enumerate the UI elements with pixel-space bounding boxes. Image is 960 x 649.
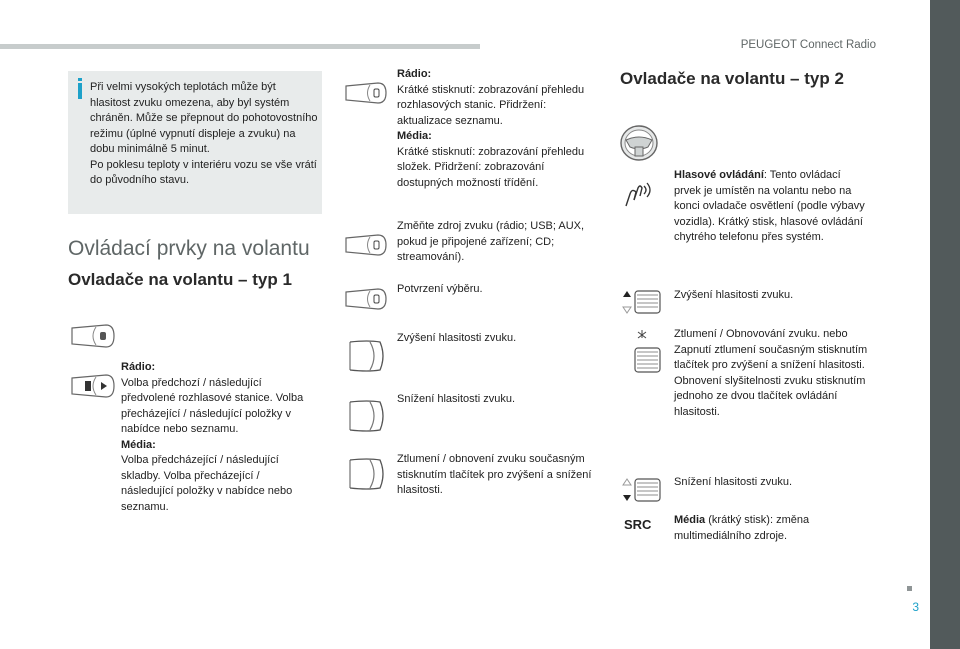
- type1-media-text: Volba předcházející / následující skladby. Volba přecházející / následující položky v nabídce nebo seznamu.: [121, 454, 293, 513]
- stalk-button-icon: [68, 372, 118, 400]
- info-note-box: [68, 71, 322, 214]
- src-button-label: SRC: [624, 517, 652, 532]
- middle-confirm-text: Potvrzení výběru.: [397, 283, 483, 295]
- middle-radio-text: Krátké stisknutí: zobrazování přehledu rozhlasových stanic. Přidržení: aktualizace seznamu.: [397, 83, 585, 127]
- middle-media-text: Krátké stisknutí: zobrazování přehledu složek. Přidržení: zobrazování dostupných možností třídění.: [397, 145, 585, 189]
- type2-media-title: Média: [674, 514, 706, 526]
- middle-volume-down-text: Snížení hlasitosti zvuku.: [397, 393, 516, 405]
- type2-voice-title: Hlasové ovládání: [674, 169, 764, 181]
- header-title: PEUGEOT Connect Radio: [740, 39, 876, 51]
- middle-mute-text: Ztlumení / obnovení zvuku současným stisknutím tlačítek pro zvýšení a snížení hlasitosti.: [397, 453, 592, 496]
- type2-heading: Ovladače na volantu – typ 2: [620, 69, 844, 88]
- type1-media-title: Média:: [121, 438, 156, 451]
- type2-voice-text: Tento ovládací prvek je umístěn na volantu nebo na konci ovladače osvětlení (podle výbavy vozidla). Krátký stisk, hlasové ovládání chytrého telefonu přes systém.: [674, 169, 865, 243]
- stalk-end-icon-source: [344, 233, 388, 257]
- info-icon: [78, 83, 82, 99]
- type1-radio-text: Volba předchozí / následující předvolené rozhlasové stanice. Volba přecházející / následující položky v nabídce nebo seznamu.: [121, 376, 304, 435]
- middle-volume-up-text: Zvýšení hlasitosti zvuku.: [397, 332, 517, 344]
- volume-up-scroll-wheel-icon: [620, 288, 662, 316]
- middle-source-text: Změňte zdroj zvuku (rádio; USB; AUX, pokud je připojené zařízení; CD; streamování).: [397, 220, 585, 263]
- middle-media-title: Média:: [397, 130, 432, 142]
- type2-media-description: [674, 513, 869, 544]
- info-note-paragraph-1: Při velmi vysokých teplotách může být hlasitost zvuku omezena, aby byl systém chráněn. Může se přepnout do pohotovostního režimu (úplné vypnutí displeje a zvuku) na dobu minimálně 5 minut.: [90, 81, 318, 155]
- mute-scroll-wheel-icon: [620, 328, 662, 376]
- volume-down-scroll-wheel-icon: [620, 476, 662, 504]
- volume-down-stalk-icon: [344, 398, 388, 434]
- type1-description: [121, 360, 311, 515]
- volume-up-stalk-icon: [344, 338, 388, 374]
- info-note-paragraph-2: Po poklesu teploty v interiéru vozu se vše vrátí do původního stavu.: [90, 158, 317, 186]
- page-marker: [907, 586, 912, 591]
- type2-volume-up-text: Zvýšení hlasitosti zvuku.: [674, 289, 794, 301]
- steering-wheel-icon: [618, 123, 660, 163]
- type2-voice-description: Hlasové ovládání: Tento ovládací prvek je umístěn na volantu nebo na konci ovladače osvětlení (podle výbavy vozidla). Krátký stisk, hlasové ovládání chytrého telefonu přes systém.: [674, 169, 865, 243]
- page-side-strip: [930, 0, 960, 649]
- info-note-text: [90, 80, 318, 189]
- stalk-end-icon-radio: [344, 81, 388, 105]
- middle-radio-media-description: [397, 67, 597, 191]
- page-number: 3: [912, 600, 919, 614]
- type2-volume-down-text: Snížení hlasitosti zvuku.: [674, 476, 793, 488]
- info-icon-dot: [78, 78, 82, 81]
- stalk-end-icon-confirm: [344, 287, 388, 311]
- section-title: Ovládací prvky na volantu: [68, 237, 310, 260]
- mute-stalk-icon: [344, 456, 388, 492]
- voice-control-icon: [620, 180, 656, 208]
- type1-radio-title: Rádio:: [121, 361, 156, 373]
- type1-heading: Ovladače na volantu – typ 1: [68, 270, 292, 289]
- type2-mute-text: Ztlumení / Obnovování zvuku. nebo Zapnutí ztlumení současným stisknutím tlačítek pro zvýšení a snížení hlasitosti. Obnovení slyšitelnosti zvuku stisknutím jednoho ze dvou tlačítek ovládání hlasitosti.: [674, 328, 868, 418]
- type2-media-text: (krátký stisk): změna multimediálního zdroje.: [674, 514, 810, 542]
- middle-radio-title: Rádio:: [397, 68, 432, 80]
- header-rule: [0, 44, 480, 49]
- stalk-control-icon: [68, 322, 118, 350]
